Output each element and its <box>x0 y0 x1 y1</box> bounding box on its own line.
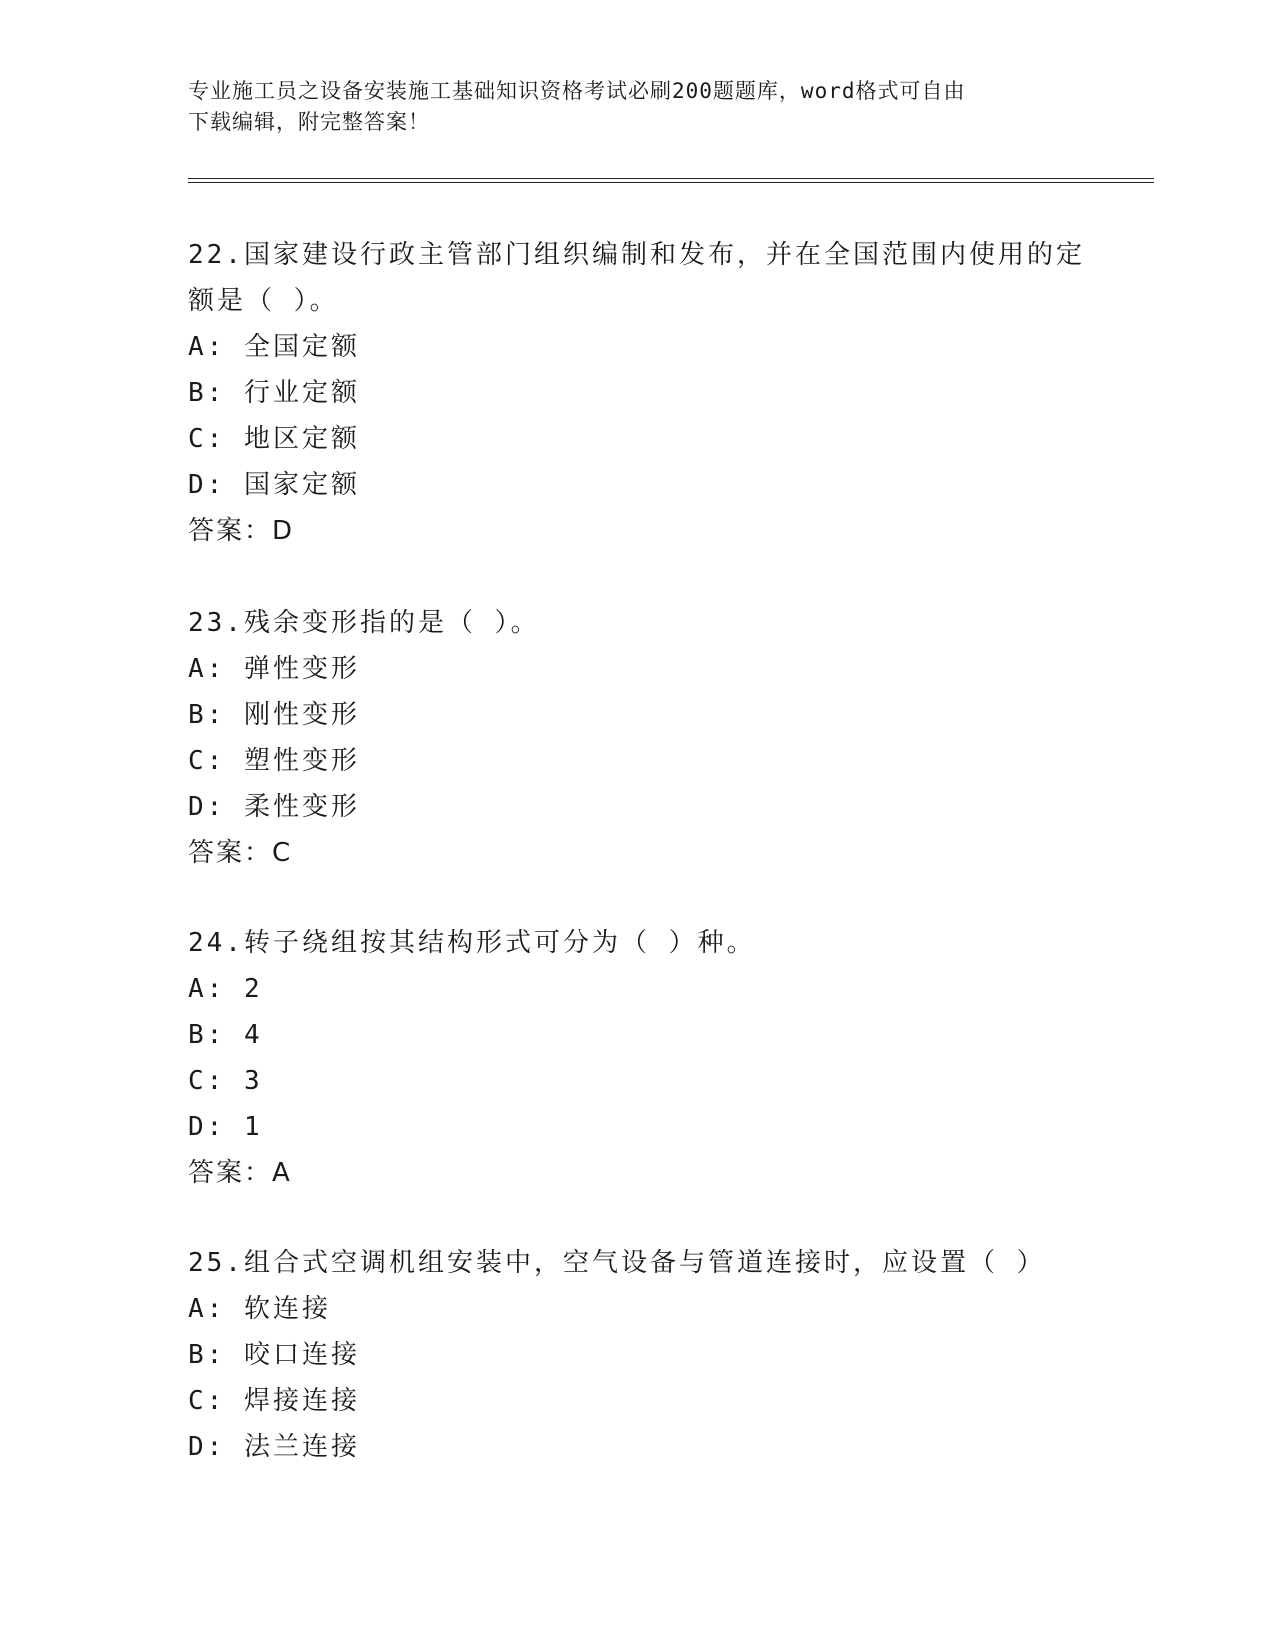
question-text-continued: 额是（ ）。 <box>188 286 339 316</box>
header-divider-bottom <box>188 182 1154 183</box>
option-a: A: 2 <box>188 974 263 1004</box>
answer: 答案：C <box>188 838 293 868</box>
option-d: D: 国家定额 <box>188 470 360 500</box>
option-b: B: 咬口连接 <box>188 1340 360 1370</box>
question-23 <box>188 600 1088 876</box>
option-a: A: 软连接 <box>188 1294 331 1324</box>
question-text: 22.国家建设行政主管部门组织编制和发布，并在全国范围内使用的定 <box>188 240 1085 270</box>
option-c: C: 地区定额 <box>188 424 360 454</box>
option-a: A: 弹性变形 <box>188 654 360 684</box>
header-line-1: 专业施工员之设备安装施工基础知识资格考试必刷200题题库，word格式可自由 <box>188 79 966 103</box>
header-line-2: 下载编辑，附完整答案！ <box>188 110 430 134</box>
question-text: 24.转子绕组按其结构形式可分为（ ）种。 <box>188 928 756 958</box>
question-text: 23.残余变形指的是（ ）。 <box>188 608 540 638</box>
option-d: D: 法兰连接 <box>188 1432 360 1462</box>
header-divider-top <box>188 178 1154 179</box>
answer: 答案：A <box>188 1158 292 1188</box>
question-24 <box>188 920 1088 1196</box>
question-22 <box>188 232 1088 554</box>
option-d: D: 柔性变形 <box>188 792 360 822</box>
option-b: B: 刚性变形 <box>188 700 360 730</box>
question-25 <box>188 1240 1088 1470</box>
document-header <box>188 76 1088 138</box>
option-c: C: 焊接连接 <box>188 1386 360 1416</box>
option-c: C: 3 <box>188 1066 263 1096</box>
option-b: B: 行业定额 <box>188 378 360 408</box>
answer: 答案：D <box>188 516 295 546</box>
option-b: B: 4 <box>188 1020 263 1050</box>
question-text: 25.组合式空调机组安装中，空气设备与管道连接时，应设置（ ） <box>188 1248 1046 1278</box>
option-d: D: 1 <box>188 1112 263 1142</box>
option-a: A: 全国定额 <box>188 332 360 362</box>
option-c: C: 塑性变形 <box>188 746 360 776</box>
